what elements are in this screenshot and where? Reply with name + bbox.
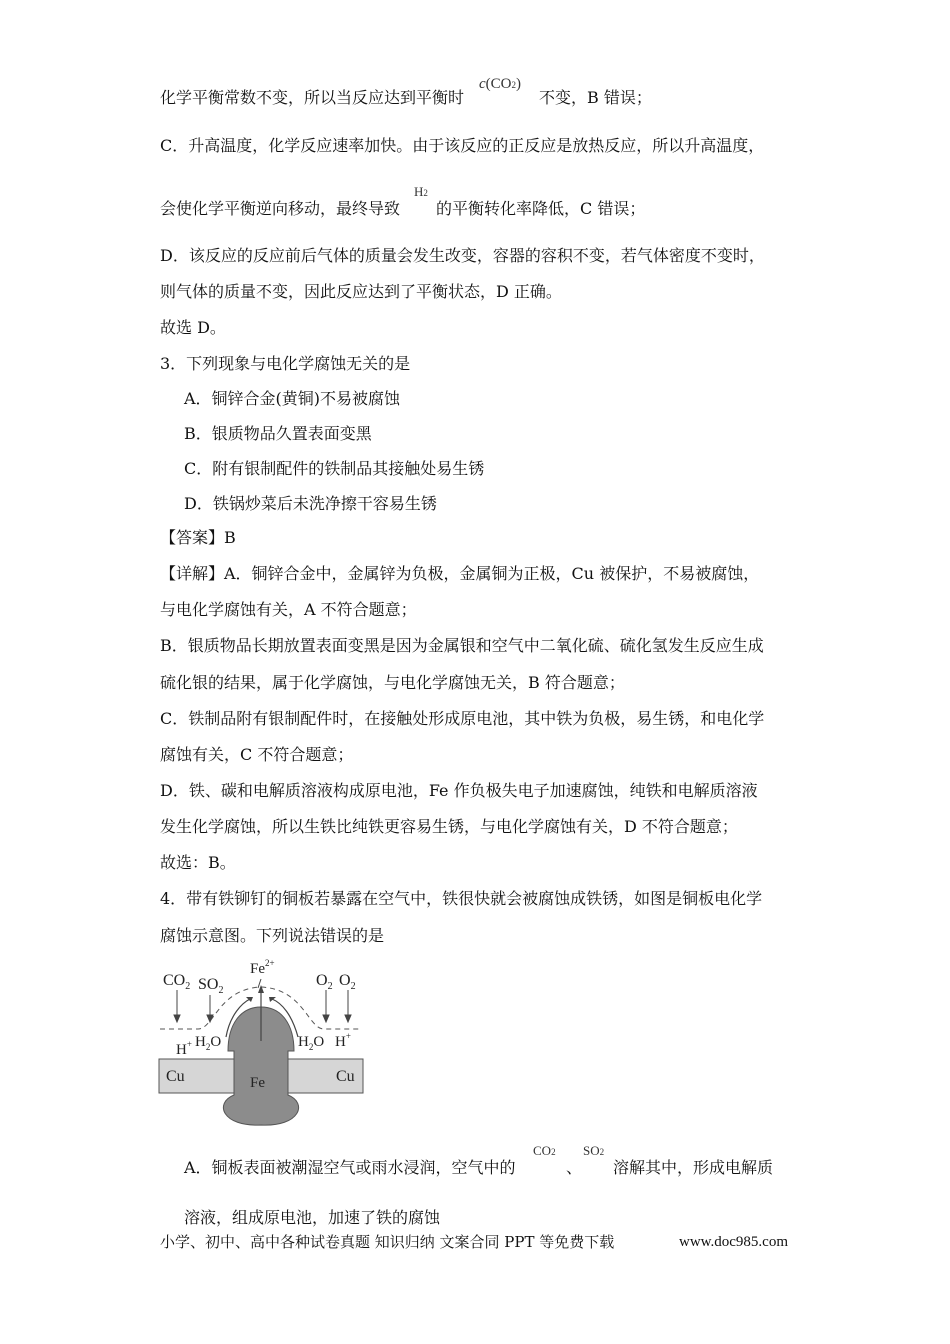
formula-h: H bbox=[414, 184, 424, 199]
label-o2: $O_2$ bbox=[339, 972, 356, 992]
label-so2: $SO_2$ bbox=[198, 976, 224, 996]
page-footer bbox=[160, 1232, 788, 1252]
corrosion-diagram bbox=[158, 955, 364, 1127]
label-fe2: $Fe^{2+}$ bbox=[250, 958, 275, 977]
option-d: D．铁锅炒菜后未洗净擦干容易生锈 bbox=[184, 494, 437, 513]
option-a: A．铜锌合金(黄铜)不易被腐蚀 bbox=[184, 389, 401, 408]
question-4-cont: 腐蚀示意图。下列说法错误的是 bbox=[160, 926, 385, 945]
label-h-left: H+ bbox=[176, 1039, 192, 1058]
detail-line: 【详解】A．铜锌合金中，金属锌为负极，金属铜为正极，Cu 被保护，不易被腐蚀， bbox=[160, 564, 760, 583]
q4-option-a: A．铜板表面被潮湿空气或雨水浸润，空气中的 bbox=[184, 1158, 516, 1177]
label-co2: $CO_2$ bbox=[163, 972, 191, 992]
label-o2: $O_2$ bbox=[316, 972, 333, 992]
label-fe: Fe bbox=[250, 1075, 265, 1091]
detail-line: 发生化学腐蚀，所以生铁比纯铁更容易生锈，与电化学腐蚀有关，D 不符合题意； bbox=[160, 817, 738, 836]
text-line: C．升高温度，化学反应速率加快。由于该反应的正反应是放热反应，所以升高温度， bbox=[160, 136, 765, 155]
question-3: 3．下列现象与电化学腐蚀无关的是 bbox=[160, 354, 411, 373]
text-line: 的平衡转化率降低，C 错误； bbox=[436, 199, 646, 218]
formula-sub: 2 bbox=[423, 188, 428, 198]
formula-sub: 2 bbox=[599, 1147, 605, 1157]
q4-option-a-cont: 溶解其中，形成电解质 bbox=[613, 1158, 774, 1177]
detail-line: B．银质物品长期放置表面变黑是因为金属银和空气中二氧化硫、硫化氢发生反应生成 bbox=[160, 636, 764, 655]
text-line bbox=[160, 88, 464, 108]
detail-line: D．铁、碳和电解质溶液构成原电池，Fe 作负极失电子加速腐蚀，纯铁和电解质溶液 bbox=[160, 781, 758, 800]
option-c: C．附有银制配件的铁制品其接触处易生锈 bbox=[184, 459, 485, 478]
formula-co: CO bbox=[533, 1143, 552, 1158]
label-h2o-left: $H_2O$ bbox=[195, 1034, 222, 1052]
detail-line: 硫化银的结果，属于化学腐蚀，与电化学腐蚀无关，B 符合题意； bbox=[160, 673, 625, 692]
formula-so: SO bbox=[583, 1143, 600, 1158]
detail-line: C．铁制品附有银制配件时，在接触处形成原电池，其中铁为负极，易生锈，和电化学 bbox=[160, 709, 765, 728]
detail-line: 与电化学腐蚀有关，A 不符合题意； bbox=[160, 600, 417, 619]
text-line: D．该反应的反应前后气体的质量会发生改变，容器的容积不变，若气体密度不变时， bbox=[160, 246, 765, 265]
formula-so2 bbox=[583, 1143, 604, 1159]
formula-c: c bbox=[479, 76, 486, 92]
formula-co2 bbox=[533, 1143, 556, 1159]
formula-c-co2 bbox=[479, 76, 521, 93]
label-cu-right: Cu bbox=[336, 1068, 355, 1085]
label-cu-left: Cu bbox=[166, 1068, 185, 1085]
label-h2o-right: $H_2O$ bbox=[298, 1034, 325, 1052]
option-b: B．银质物品久置表面变黑 bbox=[184, 424, 372, 443]
answer: 【答案】B bbox=[160, 528, 236, 547]
question-4: 4．带有铁铆钉的铜板若暴露在空气中，铁很快就会被腐蚀成铁锈，如图是铜板电化学 bbox=[160, 889, 763, 908]
label-h-right: H+ bbox=[335, 1031, 351, 1050]
separator: 、 bbox=[566, 1158, 583, 1177]
text-segment: 不变，B 错误； bbox=[539, 88, 652, 107]
text-line: 会使化学平衡逆向移动，最终导致 bbox=[160, 199, 401, 218]
detail-line: 腐蚀有关，C 不符合题意； bbox=[160, 745, 354, 764]
q4-option-a-line2: 溶液，组成原电池，加速了铁的腐蚀 bbox=[184, 1208, 441, 1227]
text-line: 故选 D。 bbox=[160, 318, 226, 337]
detail-line: 故选：B。 bbox=[160, 853, 236, 872]
footer-url[interactable]: www.doc985.com bbox=[678, 1234, 788, 1250]
text-segment: 化学平衡常数不变，所以当反应达到平衡时 bbox=[160, 88, 465, 107]
formula-sub: 2 bbox=[511, 80, 517, 90]
formula-h2 bbox=[414, 184, 428, 200]
text-line bbox=[539, 88, 652, 108]
footer-left: 小学、初中、高中各种试卷真题 知识归纳 文案合同 PPT 等免费下载 bbox=[160, 1233, 615, 1251]
text-line: 则气体的质量不变，因此反应达到了平衡状态，D 正确。 bbox=[160, 282, 562, 301]
formula-co2: (CO bbox=[485, 76, 512, 92]
formula-paren: ) bbox=[516, 76, 522, 92]
formula-sub: 2 bbox=[551, 1147, 556, 1157]
